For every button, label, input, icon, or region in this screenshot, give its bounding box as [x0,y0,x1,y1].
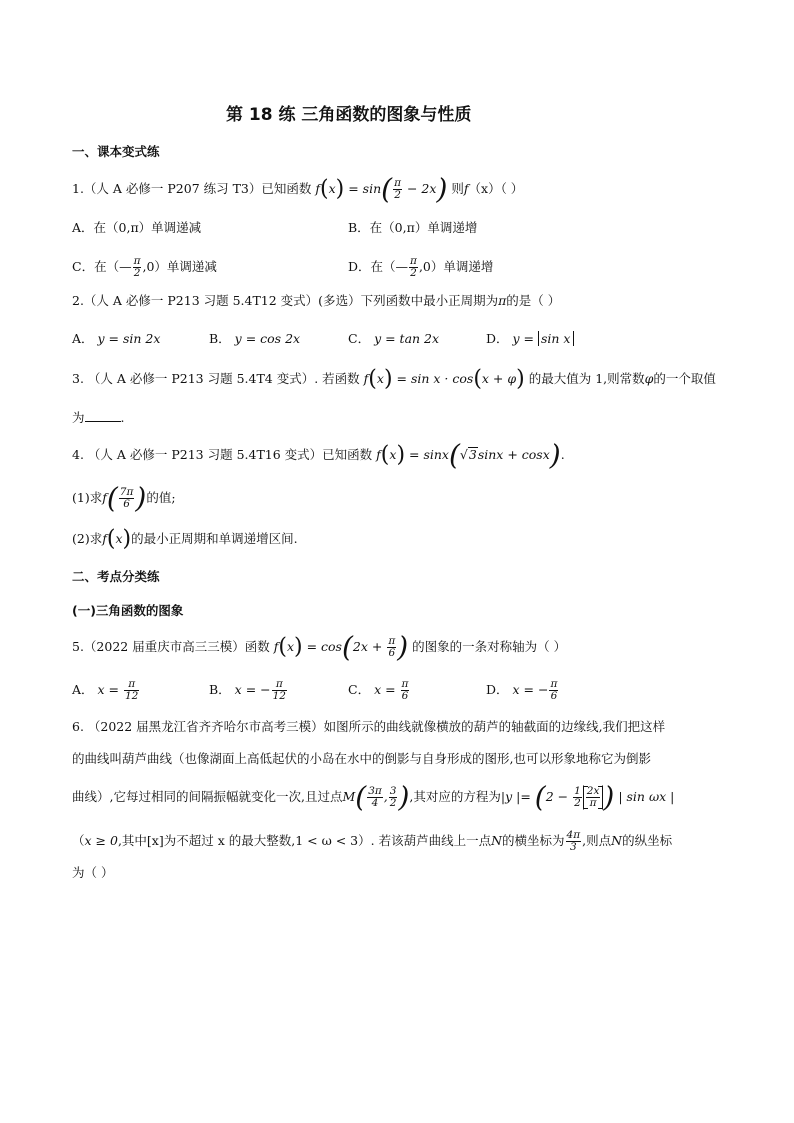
question-1-option-c: C．在（— $\frac{\pi}{2}$ ,0）单调递减 [72,255,217,279]
question-1-option-b: B．在（0,π）单调递增 [348,220,478,235]
question-2-option-d: D． y = sin x [486,330,574,348]
question-5-option-d: D． x = − $\frac{\pi}{6}$ [486,678,558,702]
question-5-option-a: A． x = $\frac{\pi}{12}$ [72,678,139,702]
question-6-line-4: （x ≥ 0,其中[x]为不超过 x 的最大整数,1 < ω < 3）. 若该葫芦曲线上一点N的横坐标为 $\frac{4\pi}{3}$ ,则点N的纵坐标 [72,829,673,853]
question-5-stem: 5.（2022 届重庆市高三三模）函数 f(x) = cos(2x + $\frac{\pi}{6}$ ) 的图象的一条对称轴为（ ） [72,630,567,664]
subsection-heading-1: (一)三角函数的图象 [72,603,184,618]
answer-blank [85,409,121,422]
question-1-option-a: A．在（0,π）单调递减 [72,220,202,235]
section-heading-1: 一、课本变式练 [72,144,160,159]
question-1-option-d: D．在（— $\frac{\pi}{2}$ ,0）单调递增 [348,255,494,279]
question-2-stem: 2.（人 A 必修一 P213 习题 5.4T12 变式）(多选）下列函数中最小正周期为π的是（ ） [72,293,561,308]
question-4-part-2: (2)求f(x)的最小正周期和单调递增区间. [72,526,298,552]
question-2-option-a: A． y = sin 2x [72,331,161,346]
question-5-option-c: C． x = $\frac{\pi}{6}$ [348,678,409,702]
question-6-line-5: 为（ ） [72,865,114,880]
question-6-line-2: 的曲线叫葫芦曲线（也像湖面上高低起伏的小岛在水中的倒影与自身形成的图形,也可以形象地称它为倒影 [72,751,651,766]
question-2-option-c: C． y = tan 2x [348,331,440,346]
page-title: 第 18 练 三角函数的图象与性质 [226,105,472,125]
section-heading-2: 二、考点分类练 [72,569,160,584]
question-5-option-b: B． x = − $\frac{\pi}{12}$ [209,678,286,702]
question-6-line-3: 曲线）,它每过相同的间隔振幅就变化一次,且过点M( $\frac{3\pi}{4}$ , $\frac{3}{2}$ ),其对应的方程为|y |= (2 − $\frac{1}{2}$ $\frac{2x}{\pi}$ ) | sin ωx | [72,780,675,814]
question-4-part-1: (1)求f( $\frac{7\pi}{6}$ )的值; [72,481,176,515]
question-3-line-2: 为 . [72,410,125,425]
question-2-option-b: B． y = cos 2x [209,331,301,346]
question-6-line-1: 6. （2022 届黑龙江省齐齐哈尔市高考三模）如图所示的曲线就像横放的葫芦的轴截面的边缘线,我们把这样 [72,719,666,734]
question-4-stem: 4. （人 A 必修一 P213 习题 5.4T16 变式）已知函数 f(x) = sinx(√3sinx + cosx). [72,438,565,472]
question-1-stem: 1.（人 A 必修一 P207 练习 T3）已知函数 f(x) = sin( $\frac{\pi}{2}$ − 2x) 则f（x）（ ） [72,172,524,206]
question-3-stem: 3. （人 A 必修一 P213 习题 5.4T4 变式）. 若函数 f(x) = sin x · cos(x + φ) 的最大值为 1,则常数φ的一个取值 [72,366,716,392]
